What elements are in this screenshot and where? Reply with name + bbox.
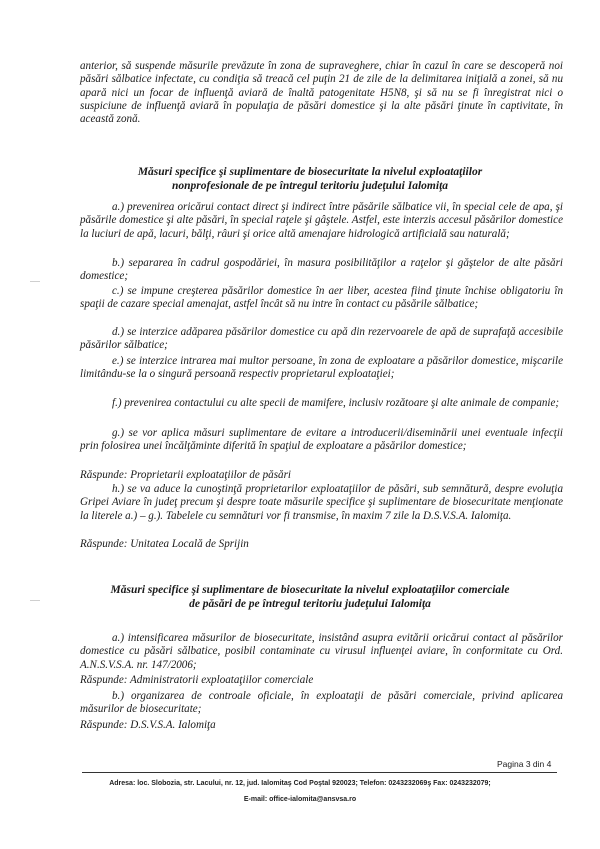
section2-item-a: a.) intensificarea măsurilor de biosecuritate, insistând asupra evitării oricărui contact al păsărilor domestice cu păsări sălbatice, posibil contaminate cu virusul influenţei aviare, în conformitate cu Ord. A.N.S.V.S.A. nr. 147/2006;	[80, 632, 563, 671]
section2-responsible-b: Răspunde: D.S.V.S.A. Ialomiţa	[80, 719, 216, 731]
footer-divider	[82, 772, 557, 773]
scan-mark	[30, 281, 40, 282]
section1-item-b: b.) separarea în cadrul gospodăriei, în masura posibilităţilor a raţelor şi găştelor de alte păsări domestice;	[80, 257, 563, 283]
section1-heading: Măsuri specifice şi suplimentare de biosecuritate la nivelul exploataţiilor nonprofesionale de pe întregul teritoriu judeţului Ialomiţa	[137, 166, 483, 192]
section1-item-f: f.) prevenirea contactului cu alte specii de mamifere, inclusiv rozătoare şi alte animale de companie;	[112, 397, 560, 409]
page-number: Pagina 3 din 4	[497, 759, 552, 769]
footer-email: E-mail: office-ialomita@ansvsa.ro	[243, 796, 357, 803]
section2-responsible-a: Răspunde: Administratorii exploataţiilor comerciale	[80, 674, 314, 686]
footer-address: Adresa: loc. Slobozia, str. Lacului, nr. 12, jud. Ialomitaş Cod Poştal 920023; Telefon: 0243232069ş Fax: 0243232079;	[109, 780, 491, 787]
section1-responsible-owners: Răspunde: Proprietarii exploataţiilor de păsări	[80, 469, 291, 481]
section2-heading: Măsuri specifice şi suplimentare de biosecuritate la nivelul exploataţiilor comerciale de păsări de pe întregul teritoriu judeţului Ialomiţa	[110, 584, 510, 610]
section1-item-a: a.) prevenirea oricărui contact direct şi indirect între păsările sălbatice vii, în special cele de apa, şi păsările domestice şi alte păsări, în special raţele şi gâştele. Astfel, este interzis accesul păsărilor domestice la luciuri de apă, lacuri, bălţi, râuri şi orice altă amenajare hidrologică artificială sau naturală;	[80, 201, 563, 240]
section1-item-g: g.) se vor aplica măsuri suplimentare de evitare a introducerii/diseminării unei eventuale infecţii prin folosirea unei încălţăminte diferită în spaţiul de exploatare a păsărilor domestice;	[80, 427, 563, 453]
section1-item-h: h.) se va aduce la cunoştinţă proprietarilor exploataţiilor de păsări, sub semnătură, despre evoluţia Gripei Aviare în judeţ precum şi despre toate măsurile specifice şi suplimentare de biosecuritate menţionate la literele a.) – g.). Tabelele cu semnături vor fi transmise, în maxim 7 zile la D.S.V.S.A. Ialomiţa.	[80, 483, 563, 522]
section2-item-b: b.) organizarea de controale oficiale, în exploataţii de păsări comerciale, privind aplicarea măsurilor de biosecuritate;	[80, 690, 563, 716]
intro-paragraph: anterior, să suspende măsurile prevăzute în zona de supraveghere, chiar în cazul în care se descoperă noi păsări sălbatice infectate, cu condiţia să treacă cel puţin 21 de zile de la delimitarea iniţială a zonei, să nu apară nici un focar de influenţă aviară de înaltă patogenitate H5N8, şi să nu se fi înregistrat nici o suspiciune de influenţă aviară în populaţia de păsări domestice şi la alte păsări ţinute în captivitate, în această zonă.	[80, 60, 563, 126]
section1-item-c: c.) se impune creşterea păsărilor domestice în aer liber, acestea fiind ţinute închise obligatoriu în spaţii de cazare special amenajat, astfel încât să nu intre în contact cu păsările sălbatice;	[80, 285, 563, 311]
section1-responsible-local-unit: Răspunde: Unitatea Locală de Sprijin	[80, 538, 249, 550]
section1-item-e: e.) se interzice intrarea mai multor persoane, în zona de exploatare a păsărilor domestice, mişcarile limitându-se la o singură persoană respectiv proprietarul exploataţiei;	[80, 355, 563, 381]
scan-mark	[30, 600, 40, 601]
section1-item-d: d.) se interzice adăparea păsărilor domestice cu apă din rezervoarele de apă de suprafaţă accesibile păsărilor sălbatice;	[80, 326, 563, 352]
